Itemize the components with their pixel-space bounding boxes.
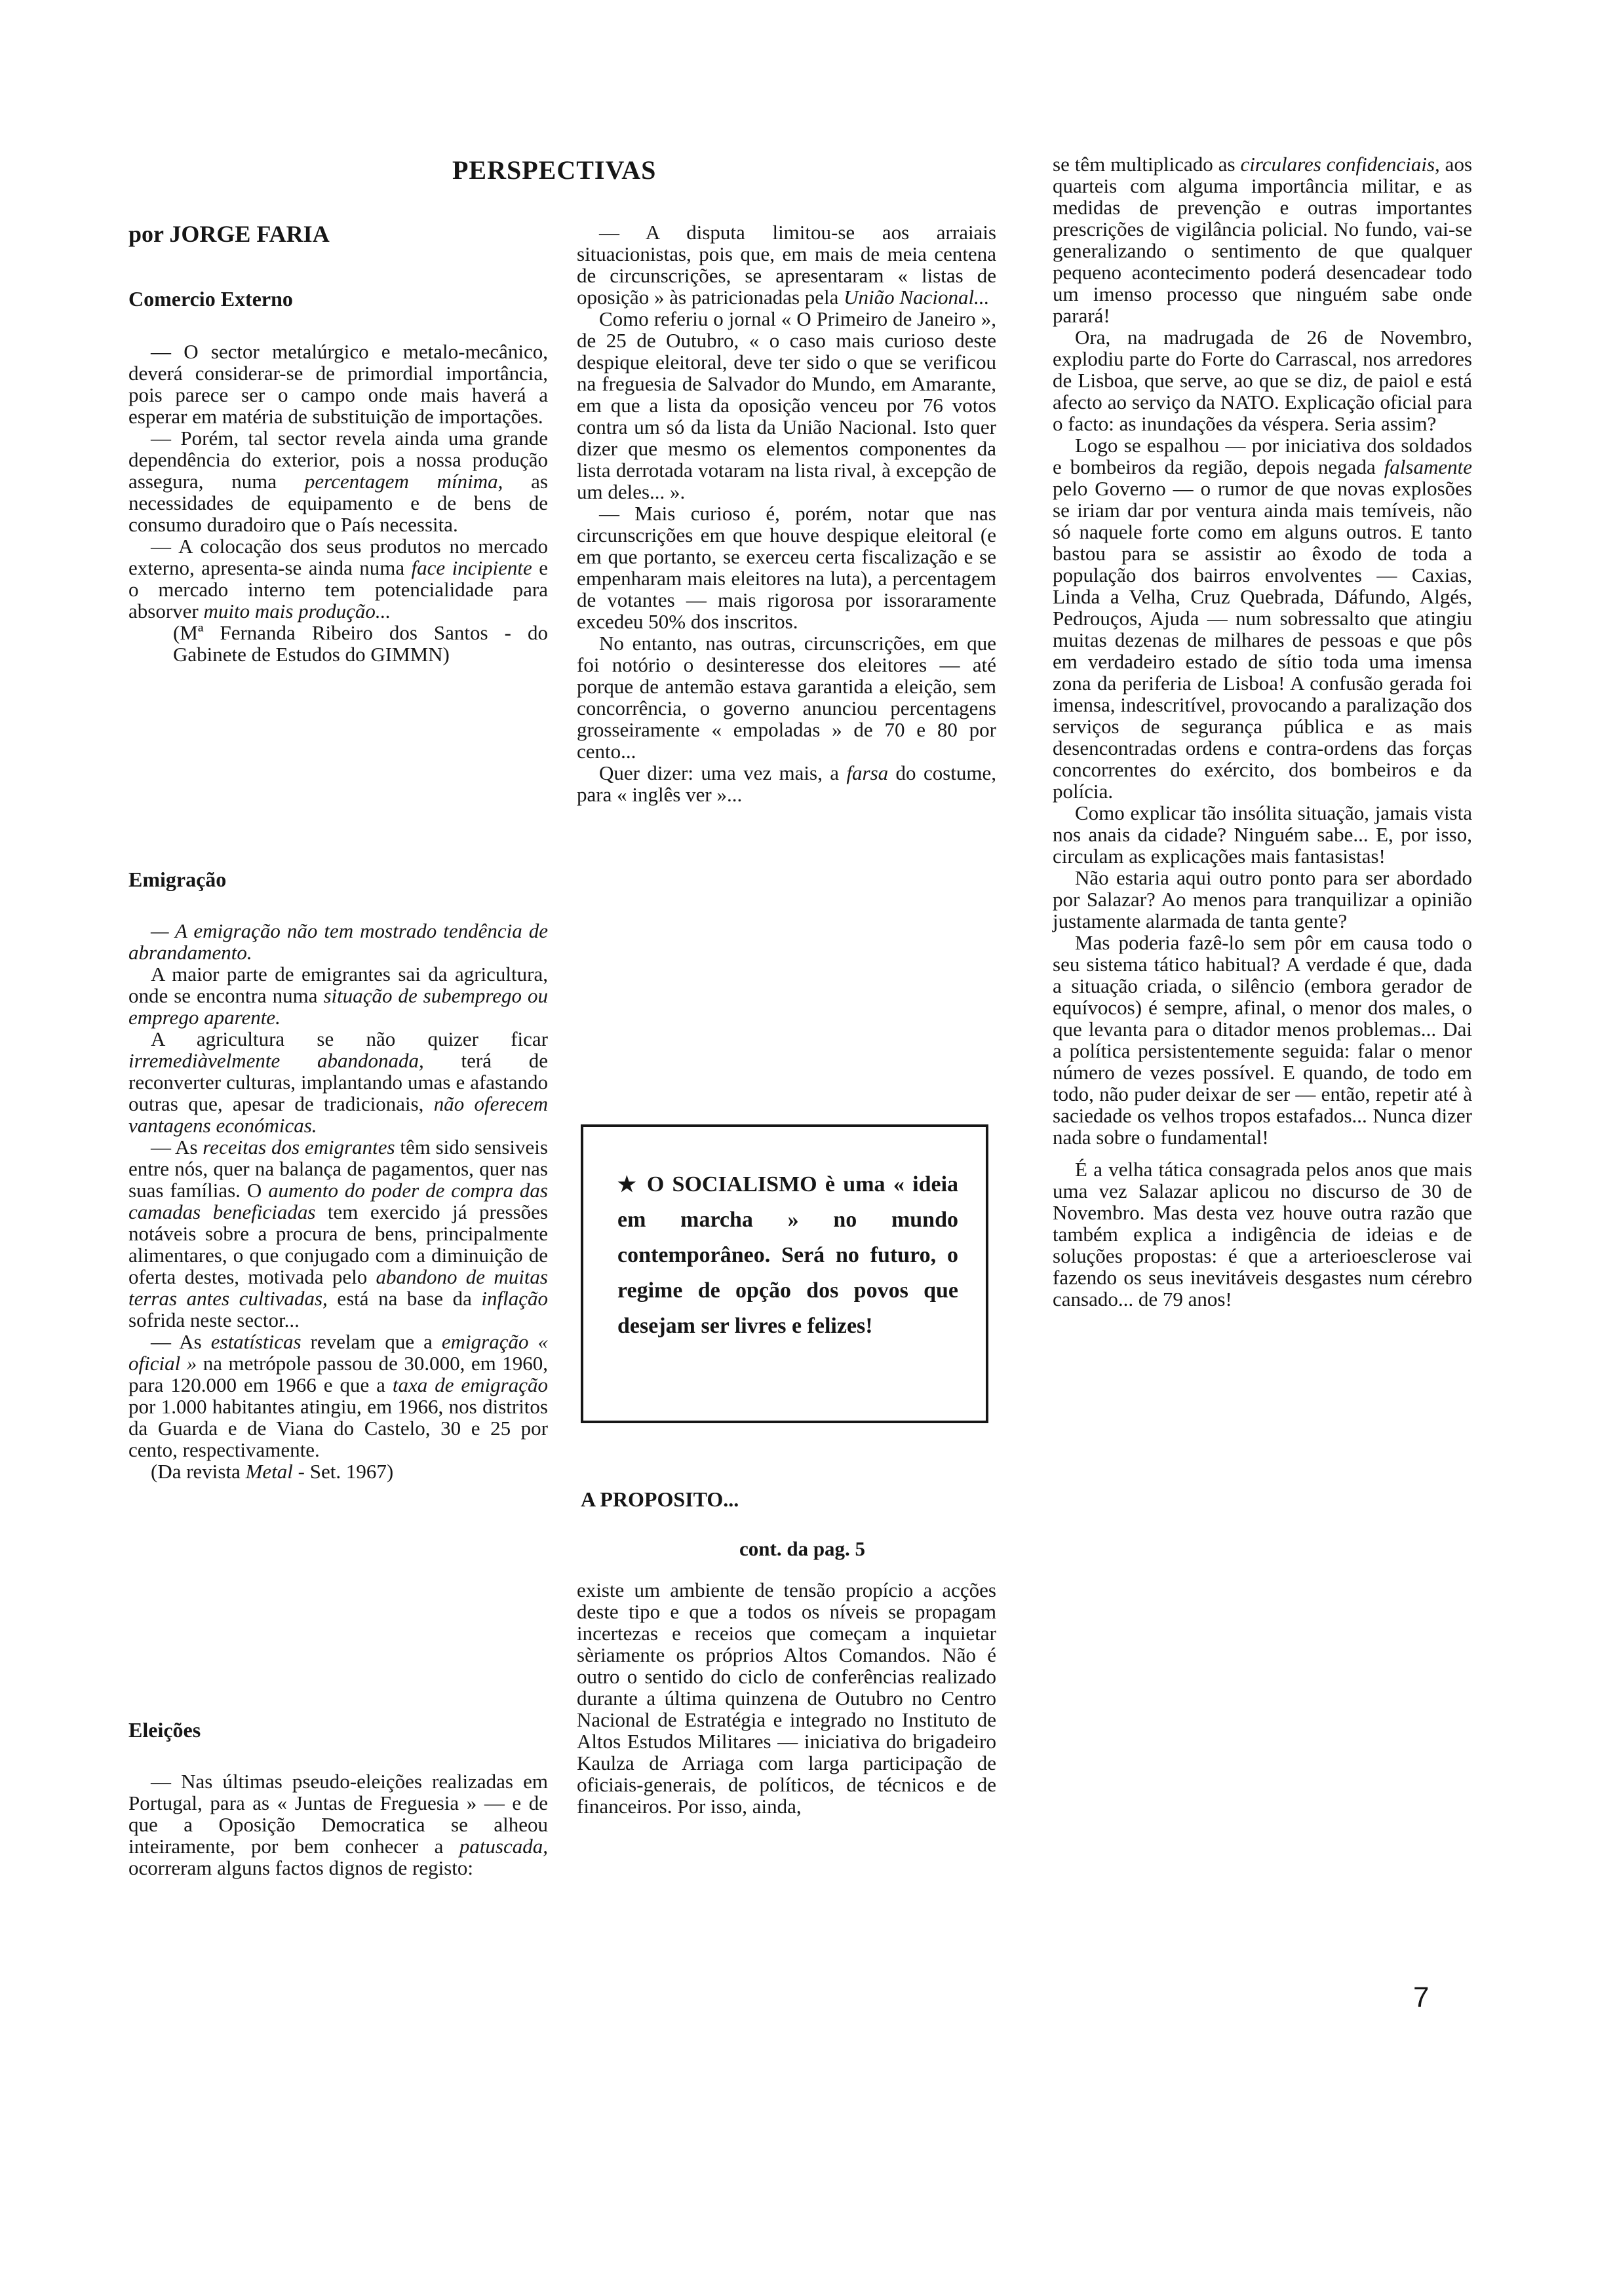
eleicoes-text bbox=[128, 1770, 548, 1879]
socialism-callout-text: ★ O SOCIALISMO è uma « ideia em marcha » no mundo contemporâneo. Será no futuro, o regime de opção dos povos que desejam ser livres e felizes! bbox=[617, 1172, 959, 1338]
col3-paragraph-4: Como explicar tão insólita situação, jamais vista nos anais da cidade? Ninguém sabe... E, por isso, circulam as explicações mais fantasistas! bbox=[1053, 801, 1472, 868]
emigracao-signature: (Da revista Metal - Set. 1967) bbox=[151, 1460, 394, 1483]
section-heading-eleicoes: Eleições bbox=[128, 1718, 201, 1742]
socialism-callout-box bbox=[581, 1124, 988, 1423]
comercio-text bbox=[128, 341, 548, 665]
comercio-signature: (Mª Fernanda Ribeiro dos Santos - do Gabinete de Estudos do GIMMN) bbox=[173, 621, 548, 666]
col3-paragraph-2: Ora, na madrugada de 26 de Novembro, explodiu parte do Forte do Carrascal, nos arredores de Lisboa, que serve, ao que se diz, de paiol e está afecto ao serviço da NATO. Explicação oficial para o facto: as inundações da véspera. Seria assim? bbox=[1053, 326, 1472, 435]
col3-paragraph-7: É a velha tática consagrada pelos anos que mais uma vez Salazar aplicou no discurso de 30 de Novembro. Mas desta vez houve outra razão que também explica a indigência de ideias e de soluções propostas: é que a arterioesclerose vai fazendo os seus inevitáveis desgastes num cérebro cansado... de 79 anos! bbox=[1053, 1158, 1472, 1311]
aproposito-paragraph-1: existe um ambiente de tensão propício a acções deste tipo e que a todos os níveis se propagam incertezas e receios que começam a inquietar sèriamente os próprios Altos Comandos. Não é outro o sentido do ciclo de conferências realizado durante a última quinzena de Outubro no Centro Nacional de Estratégia e integrado no Instituto de Altos Estudos Militares — iniciativa do brigadeiro Kaulza de Arriaga com larga participação de oficiais-generais, de políticos, de técnicos e de financeiros. Por isso, ainda, bbox=[577, 1578, 996, 1818]
section-heading-aproposito: A PROPOSITO... bbox=[581, 1487, 739, 1511]
emigracao-paragraph-4: — As receitas dos emigrantes têm sido sensiveis entre nós, quer na balança de pagamentos, quer nas suas famílias. O aumento do poder de compra das camadas beneficiadas tem exercido já pressões notáveis sobre a procura de bens, principalmente alimentares, o que conjugado com a diminuição de oferta destes, motivada pelo abandono de muitas terras antes cultivadas, está na base da inflação sofrida neste sector... bbox=[128, 1136, 549, 1331]
emigracao-paragraph-5: — As estatísticas revelam que a emigração « oficial » na metrópole passou de 30.000, em 1960, para 120.000 em 1966 e que a taxa de emigração por 1.000 habitantes atingiu, em 1966, nos distritos da Guarda e de Viana do Castelo, 30 e 25 por cento, respectivamente. bbox=[128, 1330, 549, 1461]
aproposito-text bbox=[577, 1579, 996, 1817]
col3-paragraph-3: Logo se espalhou — por iniciativa dos soldados e bombeiros da região, depois negada falsamente pelo Governo — o rumor de que novas explosões se iriam dar por ventura ainda mais temíveis, não só naquele forte como em alguns outros. E tanto bastou para se assistir ao êxodo de toda a população dos bairros envolventes — Caxias, Linda a Velha, Cruz Quebrada, Dáfundo, Algés, Pedrouços, Ajuda — num sobressalto que atingiu muitas dezenas de milhares de pessoas e que pôs em verdadeiro estado de sítio toda uma imensa zona da periferia de Lisboa! A confusão gerada foi imensa, indescritível, provocando a paralização dos serviços de segurança pública e as mais desencontradas ordens e contra-ordens das forças concorrentes do exército, dos bombeiros e da polícia. bbox=[1053, 434, 1472, 803]
page-number: 7 bbox=[1413, 1981, 1430, 2014]
eleicoes-paragraph-1: — Nas últimas pseudo-eleições realizadas em Portugal, para as « Juntas de Freguesia » — e de que a Oposição Democratica se alheou inteiramente, por bem conhecer a patuscada, ocorreram alguns factos dignos de registo: bbox=[128, 1770, 548, 1879]
col3-paragraph-1: se têm multiplicado as circulares confidenciais, aos quarteis com alguma importância militar, e as medidas de prevenção e outras importantes prescrições de vigilância policial. No fundo, vai-se generalizando o sentimento de que qualquer pequeno acontecimento poderá desencadear todo um imenso processo que ninguém sabe onde parará! bbox=[1053, 153, 1473, 327]
col3-text bbox=[1053, 153, 1472, 1310]
section-heading-comercio: Comercio Externo bbox=[128, 287, 293, 311]
col2-paragraph-1: — A disputa limitou-se aos arraiais situacionistas, pois que, em mais de meia centena de circunscrições, se apresentaram « listas de oposição » às patricionadas pela União Nacional... bbox=[577, 221, 996, 309]
emigracao-text bbox=[128, 920, 548, 1482]
col3-paragraph-5: Não estaria aqui outro ponto para ser abordado por Salazar? Ao menos para tranquilizar a opinião justamente alarmada de tanta gente? bbox=[1053, 866, 1472, 932]
star-icon: ★ bbox=[617, 1172, 639, 1196]
section-heading-emigracao: Emigração bbox=[128, 868, 227, 891]
byline: por JORGE FARIA bbox=[128, 221, 330, 247]
eleicoes-continued-text bbox=[577, 221, 996, 805]
emigracao-paragraph-2: A maior parte de emigrantes sai da agricultura, onde se encontra numa situação de subemprego ou emprego aparente. bbox=[128, 963, 548, 1029]
emigracao-paragraph-1: — A emigração não tem mostrado tendência de abrandamento. bbox=[128, 919, 548, 964]
continued-from-page: cont. da pag. 5 bbox=[739, 1537, 866, 1560]
comercio-paragraph-3: — A colocação dos seus produtos no mercado externo, apresenta-se ainda numa face incipiente e o mercado interno tem potencialidade para absorver muito mais produção... bbox=[128, 535, 548, 622]
comercio-paragraph-2: — Porém, tal sector revela ainda uma grande dependência do exterior, pois a nossa produção assegura, numa percentagem mínima, as necessidades de equipamento e de bens de consumo duradoiro que o País necessita. bbox=[128, 427, 548, 536]
col2-paragraph-4: No entanto, nas outras, circunscrições, em que foi notório o desinteresse dos eleitores — até porque de antemão estava garantida a eleição, sem concorrência, o governo anunciou percentagens grosseiramente « empoladas » de 70 e 80 por cento... bbox=[577, 632, 996, 763]
col2-paragraph-3: — Mais curioso é, porém, notar que nas circunscrições em que houve despique eleitoral (e em que portanto, se exerceu certa fiscalização e se empenharam mais eleitores na luta), a percentagem de votantes — mais rigorosa por issoraramente excedeu 50% dos inscritos. bbox=[577, 502, 996, 633]
emigracao-paragraph-3: A agricultura se não quizer ficar irremediàvelmente abandonada, terá de reconverter culturas, implantando umas e afastando outras que, apesar de tradicionais, não oferecem vantagens económicas. bbox=[128, 1027, 549, 1137]
col3-paragraph-6: Mas poderia fazê-lo sem pôr em causa todo o seu sistema tático habitual? A verdade é que, dada a situação criada, o silêncio (embora gerador de equívocos) é sempre, afinal, o menor dos males, o que levanta para o ditador menos problemas... Dai a política persistentemente seguida: falar o menor número de vezes possível. E quando, de todo em todo, não puder deixar de ser — então, repetir até à saciedade os velhos tropos estafados... Nunca dizer nada sobre o fundamental! bbox=[1053, 931, 1472, 1149]
col2-paragraph-5: Quer dizer: uma vez mais, a farsa do costume, para « inglês ver »... bbox=[577, 761, 996, 806]
col2-paragraph-2: Como referiu o jornal « O Primeiro de Janeiro », de 25 de Outubro, « o caso mais curioso deste despique eleitoral, deve ter sido o que se verificou na freguesia de Salvador do Mundo, em Amarante, em que a lista da oposição venceu por 76 votos contra um só da lista da União Nacional. Isto quer dizer que mesmo os elementos componentes da lista derrotada votaram na lista rival, à excepção de um deles... ». bbox=[577, 307, 996, 503]
page-title: PERSPECTIVAS bbox=[452, 155, 657, 185]
comercio-paragraph-1: — O sector metalúrgico e metalo-mecânico, deverá considerar-se de primordial importância, pois parece ser o campo onde mais haverá a esperar em matéria de substituição de importações. bbox=[128, 340, 548, 428]
